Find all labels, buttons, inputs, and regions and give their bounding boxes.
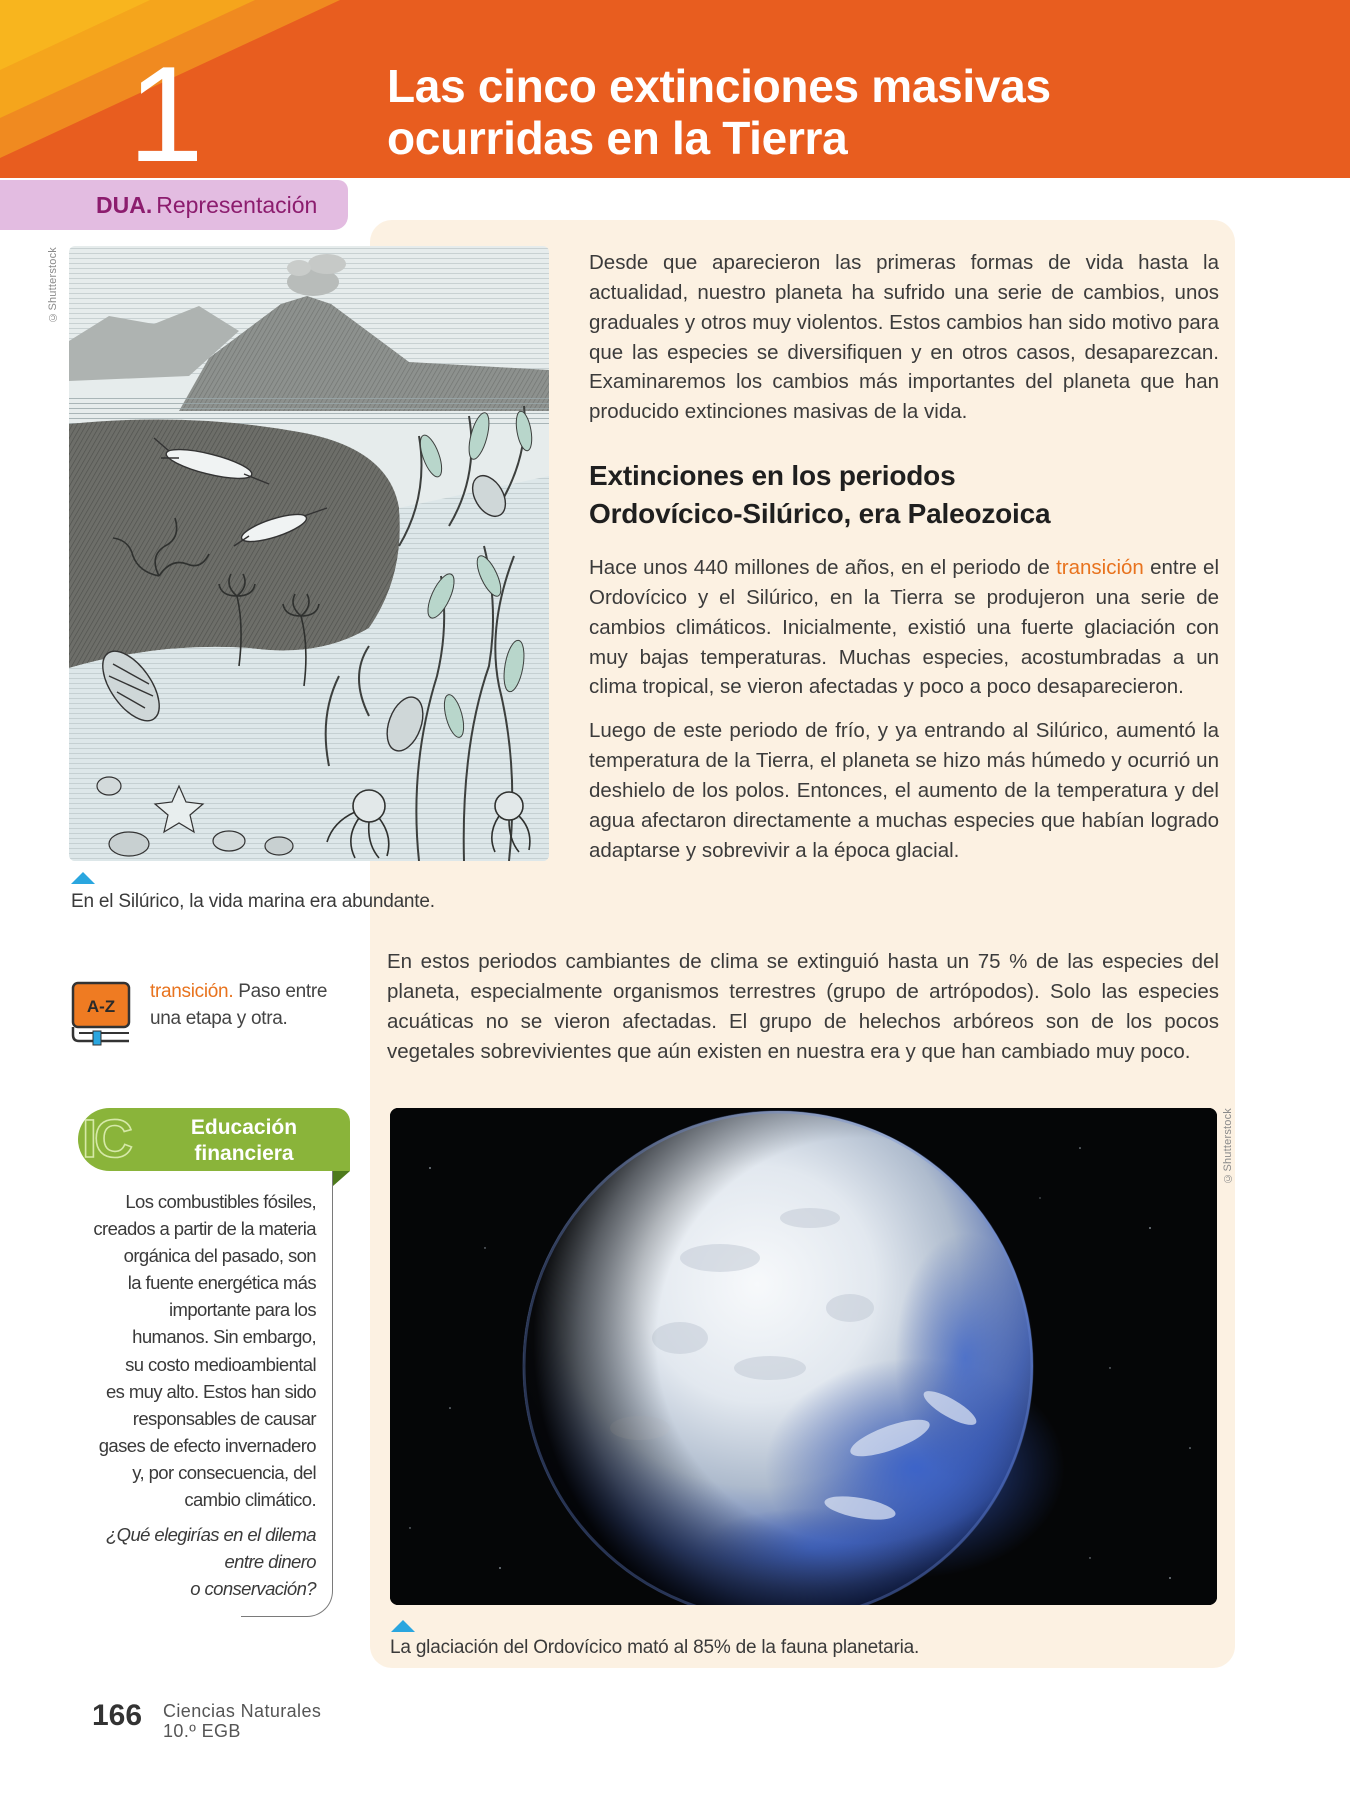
- dua-mode: Representación: [156, 192, 318, 218]
- finance-question-line: entre dinero: [224, 1551, 316, 1572]
- star: [1109, 1367, 1110, 1368]
- page-title: [387, 60, 1051, 164]
- star: [1169, 1577, 1171, 1579]
- star: [484, 1247, 485, 1248]
- glossary-book-icon: [71, 981, 131, 1047]
- illustration-caption-marker: [71, 872, 95, 884]
- illustration-caption: En el Silúrico, la vida marina era abundante.: [71, 891, 435, 912]
- finance-education-tab: [78, 1108, 350, 1171]
- finance-question-line: o conservación?: [190, 1578, 316, 1599]
- glossary-icon-label: A-Z: [86, 997, 116, 1016]
- frozen-earth-image: [390, 1108, 1217, 1605]
- footer-grade: 10.º EGB: [163, 1721, 241, 1741]
- star: [1189, 1447, 1191, 1449]
- dua-label: [96, 180, 317, 230]
- finance-line: responsables de causar: [132, 1407, 316, 1429]
- star: [1039, 1197, 1040, 1198]
- glossary-term: transición.: [150, 981, 234, 1002]
- intro-paragraph: Desde que aparecieron las primeras formas de vida hasta la actualidad, nuestro planeta ha sufrido una serie de cambios, unos graduales y otros muy violentos. Estos cambios han sido motivo para que las especies se diversifiquen y en otros casos, desaparezcan. Examinaremos los cambios más importantes del planeta que han producido extinciones masivas de la vida.: [589, 251, 1219, 424]
- right-column: [589, 248, 1219, 866]
- unit-number: 1: [128, 38, 204, 178]
- finance-question-line: ¿Qué elegirías en el dilema: [105, 1524, 316, 1545]
- dark-water: [69, 420, 400, 669]
- finance-line: cambio climático.: [184, 1489, 316, 1511]
- glossary-definition-start: Paso entre: [233, 981, 328, 1002]
- finance-line: es muy alto. Estos han sido: [105, 1380, 316, 1402]
- section-heading-line-1: Extinciones en los periodos: [589, 460, 956, 492]
- finance-title: [144, 1115, 344, 1167]
- finance-line: creados a partir de la materia: [93, 1218, 316, 1240]
- finance-line: su costo medioambiental: [125, 1353, 316, 1375]
- finance-title-line-2: financiera: [194, 1142, 294, 1165]
- paragraph-3: En estos periodos cambiantes de clima se extinguió hasta un 75 % de las especies del planeta, especialmente organismos terrestres (grupo de artrópodos). Solo las especies acuáticas no se vieron afectadas. El grupo de helechos arbóreos son de los pocos vegetales sobrevivientes que aún existen en nuestra era y que han cambiado muy poco.: [387, 950, 1219, 1063]
- finance-line: la fuente energética más: [127, 1272, 316, 1294]
- chapter-header: [0, 0, 1350, 178]
- star: [409, 1527, 410, 1528]
- star: [1089, 1557, 1090, 1558]
- finance-line: orgánica del pasado, son: [123, 1245, 316, 1267]
- page-title-line-1: Las cinco extinciones masivas: [387, 60, 1051, 112]
- star: [449, 1407, 451, 1409]
- paragraph-3-container: [387, 947, 1219, 1066]
- dua-acronym: DUA.: [96, 192, 153, 218]
- finance-line: gases de efecto invernadero: [98, 1434, 316, 1456]
- star: [429, 1167, 431, 1169]
- section-heading: [589, 457, 1219, 533]
- star: [1149, 1227, 1151, 1229]
- star: [499, 1567, 501, 1569]
- glossary-line-2: una etapa y otra.: [150, 1008, 288, 1029]
- engraving-image: [69, 246, 549, 861]
- globe-picture: [390, 1108, 1217, 1605]
- finance-question: [30, 1521, 316, 1602]
- footer-subject: Ciencias Naturales: [163, 1701, 322, 1721]
- finance-title-line-1: Educación: [190, 1116, 298, 1139]
- glossary-term-highlight: transición: [1056, 556, 1144, 580]
- paragraph-1-start: Hace unos 440 millones de años, en el periodo de: [589, 556, 1057, 580]
- section-heading-line-2: Ordovícico-Silúrico, era Paleozoica: [589, 498, 1051, 530]
- page-number: 166: [92, 1699, 143, 1732]
- paragraph-2: Luego de este periodo de frío, y ya entrando al Silúrico, aumentó la temperatura de la Tierra, el planeta se hizo más húmedo y ocurrió un deshielo de los polos. Entonces, el aumento de la temperatura y del agua afectaron directamente a muchas especies que habían logrado adaptarse y sobrevivir a la época glacial.: [589, 719, 1219, 862]
- dua-banner: [0, 180, 348, 230]
- globe-caption: La glaciación del Ordovícico mató al 85% de la fauna planetaria.: [390, 1637, 920, 1658]
- page-title-line-2: ocurridas en la Tierra: [387, 112, 848, 164]
- finance-line: Los combustibles fósiles,: [125, 1191, 316, 1212]
- finance-line: y, por consecuencia, del: [132, 1461, 316, 1483]
- globe-credit: ©Shutterstock: [1222, 1108, 1234, 1184]
- finance-line: humanos. Sin embargo,: [132, 1326, 316, 1348]
- silurian-sea-illustration: [69, 246, 549, 861]
- globe-caption-marker: [391, 1620, 415, 1632]
- glossary-line-1: [150, 978, 327, 1005]
- illustration-credit: ©Shutterstock: [47, 247, 59, 323]
- ic-logo: IC: [82, 1109, 130, 1169]
- paragraph-1: [589, 553, 1219, 702]
- star: [1079, 1147, 1081, 1149]
- glossary-definition: [150, 978, 327, 1032]
- finance-tab-fold: [333, 1171, 350, 1186]
- paragraph-1-end: entre el Ordovícico y el Silúrico, en la Tierra se produjeron una serie de cambios climáticos. Inicialmente, existió una fuerte glaciación con muy bajas temperaturas. Muchas especies, acostumbradas a un clima tropical, se vieron afectadas y poco a poco desaparecieron.: [589, 556, 1220, 699]
- finance-line: importante para los: [169, 1299, 316, 1321]
- finance-body-text: [30, 1188, 316, 1513]
